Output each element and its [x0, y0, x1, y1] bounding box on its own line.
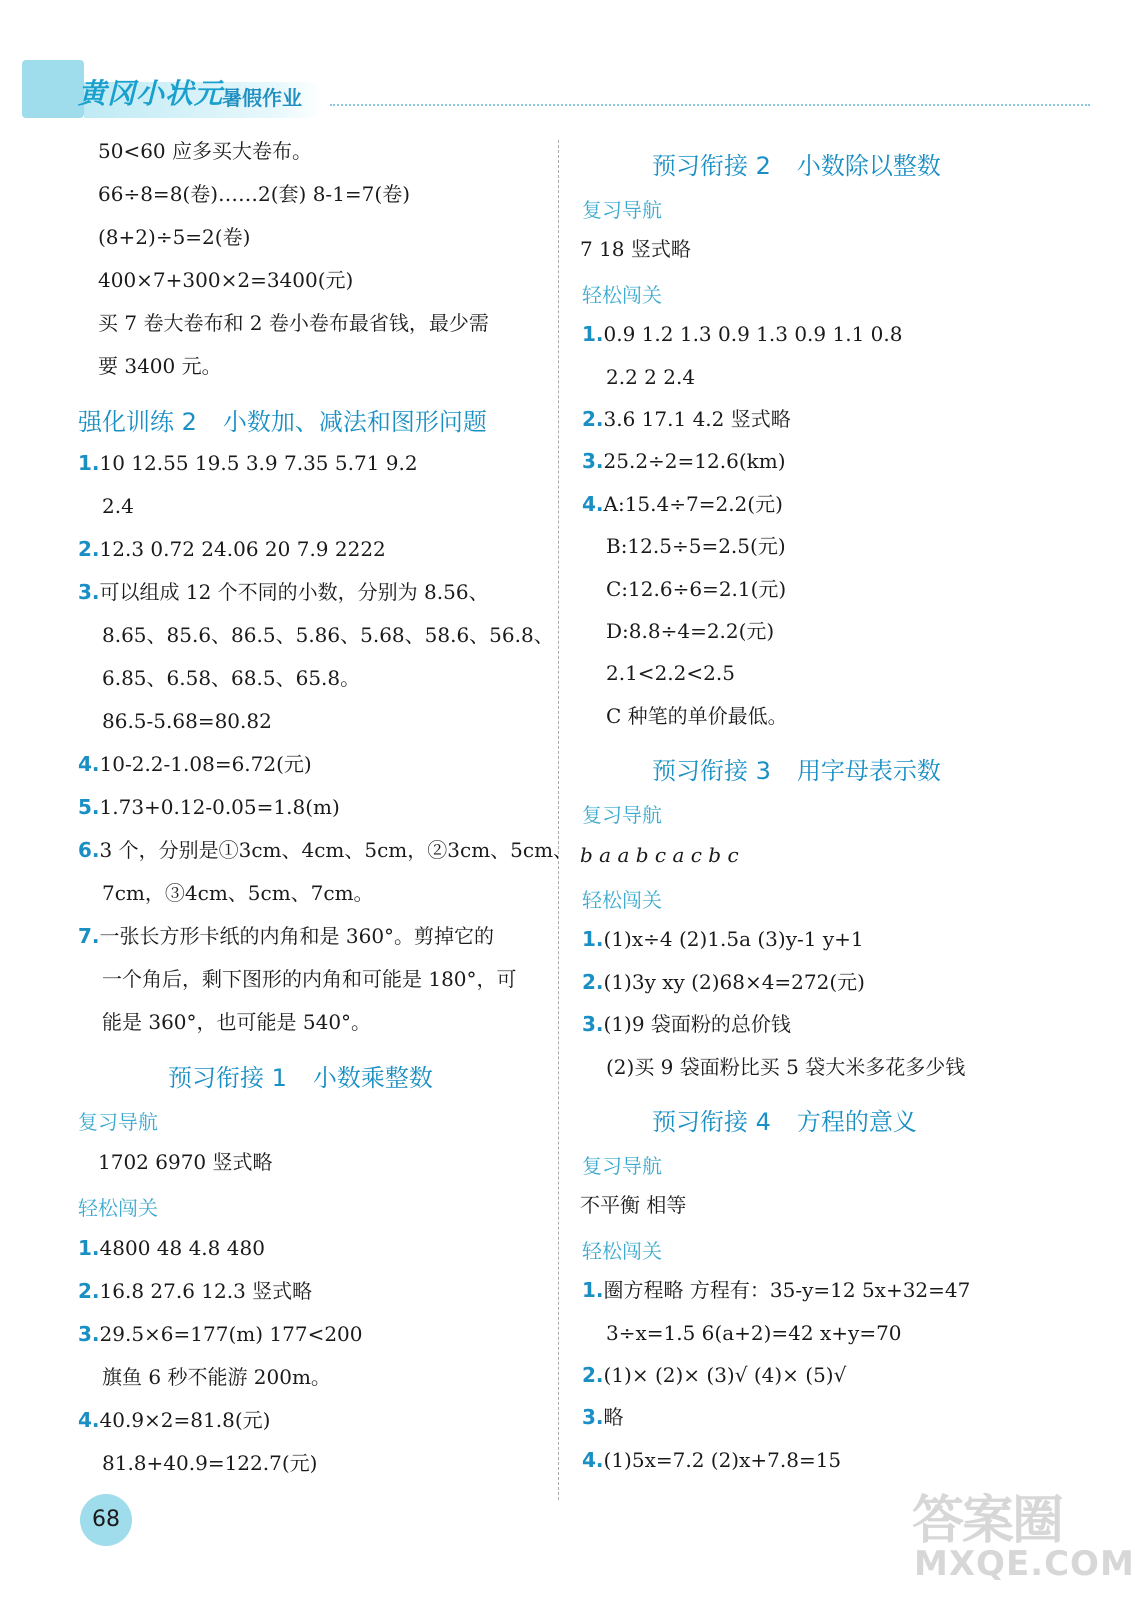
section-heading [168, 1058, 433, 1093]
answer-line [582, 618, 774, 644]
section-name: 强化训练 2 [78, 408, 197, 436]
answer-item [582, 1404, 624, 1430]
answer-text: 一张长方形卡纸的内角和是 360°。剪掉它的 [99, 924, 495, 948]
section-name: 预习衔接 1 [168, 1064, 287, 1092]
item-number: 3. [582, 449, 604, 474]
subsection-label: 轻松闯关 [582, 282, 662, 307]
answer-text: 2.1<2.2<2.5 [606, 661, 735, 686]
answer-item [582, 969, 865, 995]
answer-item [582, 1011, 791, 1037]
brand-logo: 黄冈小状元 [78, 77, 224, 110]
answer-text: 7 18 竖式略 [580, 237, 691, 262]
subsection-label: 轻松闯关 [582, 1238, 662, 1263]
item-number: 2. [582, 407, 604, 431]
subsection-label: 复习导航 [582, 803, 662, 828]
item-number: 2. [582, 1363, 604, 1387]
answer-text: (1)× (2)× (3)√ (4)× (5)√ [603, 1363, 847, 1387]
item-number: 5. [78, 795, 100, 819]
section-name: 预习衔接 3 [652, 757, 771, 786]
answer-line [98, 310, 489, 336]
answer-line [78, 622, 554, 648]
answer-line [580, 1192, 686, 1218]
answer-text: 一个角后，剩下图形的内角和可能是 180°，可 [102, 967, 517, 991]
section-heading [78, 402, 487, 437]
item-number: 6. [78, 838, 100, 862]
answer-line [78, 966, 517, 992]
page-header [0, 0, 1112, 130]
answer-item [78, 1407, 270, 1433]
answer-line [78, 1009, 371, 1035]
answer-line [78, 708, 272, 734]
answer-item [78, 837, 573, 863]
answer-text: 10 12.55 19.5 3.9 7.35 5.71 9.2 [99, 451, 418, 475]
column-divider [558, 140, 559, 1500]
item-number: 4. [582, 491, 604, 516]
answer-text: 3.6 17.1 4.2 竖式略 [603, 407, 791, 431]
answer-item [78, 1235, 265, 1261]
answer-line [98, 181, 410, 207]
answer-item [582, 491, 783, 517]
answer-item [582, 1277, 970, 1303]
section-name: 预习衔接 2 [652, 152, 771, 180]
answer-text: 要 3400 元。 [98, 354, 222, 378]
answer-text: C 种笔的单价最低。 [606, 703, 788, 728]
item-number: 3. [78, 1322, 100, 1346]
answer-text: 略 [603, 1405, 624, 1430]
item-number: 3. [582, 1405, 604, 1430]
item-number: 2. [78, 537, 100, 561]
answer-item [582, 926, 864, 952]
answer-item [78, 1321, 363, 1347]
answer-text: 4800 48 4.8 480 [99, 1236, 265, 1260]
item-number: 4. [582, 1447, 604, 1472]
answer-line [582, 660, 735, 686]
answer-text: (8+2)÷5=2(卷) [98, 225, 251, 249]
answer-text: (1)5x=7.2 (2)x+7.8=15 [603, 1447, 842, 1472]
item-number: 1. [78, 451, 100, 475]
answer-text: (1)3y xy (2)68×4=272(元) [603, 969, 865, 994]
section-heading [652, 751, 941, 786]
answer-line [98, 224, 250, 250]
answer-text: (1)x÷4 (2)1.5a (3)y-1 y+1 [603, 927, 864, 952]
answer-text: 1.73+0.12-0.05=1.8(m) [99, 795, 340, 819]
item-number: 1. [582, 322, 604, 347]
answer-line [98, 138, 312, 164]
answer-line [582, 1054, 965, 1080]
header-dotted-rule [330, 104, 1090, 106]
answer-text: 66÷8=8(卷)……2(套) 8-1=7(卷) [98, 182, 411, 206]
subsection-label: 轻松闯关 [78, 1196, 158, 1220]
answer-line [582, 1320, 902, 1346]
answer-line [582, 533, 786, 559]
answer-item [582, 321, 902, 347]
answer-text: 81.8+40.9=122.7(元) [102, 1451, 318, 1475]
answer-text: 40.9×2=81.8(元) [99, 1408, 271, 1432]
answer-item [78, 794, 340, 820]
answer-item [78, 751, 312, 777]
answer-line [78, 1364, 331, 1390]
section-title: 小数乘整数 [312, 1064, 433, 1092]
section-title: 小数加、减法和图形问题 [222, 408, 487, 436]
answer-line [78, 1450, 317, 1476]
answer-text: 86.5-5.68=80.82 [102, 709, 272, 733]
answer-text: 25.2÷2=12.6(km) [603, 449, 786, 474]
item-number: 1. [78, 1236, 100, 1260]
answer-item [78, 1278, 312, 1304]
answer-line [580, 842, 739, 868]
page-number: 68 [80, 1494, 132, 1546]
answer-line [98, 267, 353, 293]
answer-item [78, 450, 418, 476]
answer-text: b a a b c a c b c [580, 842, 739, 867]
answer-text: 50<60 应多买大卷布。 [98, 139, 313, 163]
answer-item [78, 579, 489, 605]
answer-text: 6.85、6.58、68.5、65.8。 [102, 666, 361, 690]
section-heading [652, 1102, 917, 1137]
subsection-label: 轻松闯关 [582, 888, 662, 912]
header-subtitle: 暑假作业 [222, 86, 302, 110]
answer-line [78, 493, 134, 519]
answer-text: 29.5×6=177(m) 177<200 [99, 1322, 363, 1346]
answer-text: C:12.6÷6=2.1(元) [606, 576, 787, 601]
answer-text: 12.3 0.72 24.06 20 7.9 2222 [99, 537, 386, 561]
answer-line [78, 880, 374, 906]
section-title: 小数除以整数 [796, 152, 941, 180]
answer-text: 1702 6970 竖式略 [98, 1150, 273, 1174]
item-number: 2. [78, 1279, 100, 1303]
answer-text: 400×7+300×2=3400(元) [98, 268, 354, 292]
answer-text: 不平衡 相等 [580, 1193, 687, 1218]
logo-block [22, 60, 84, 118]
subsection-label: 复习导航 [582, 198, 662, 222]
answer-line [98, 353, 222, 379]
answer-item [582, 1447, 841, 1473]
answer-text: 10-2.2-1.08=6.72(元) [99, 752, 312, 776]
item-number: 3. [78, 580, 100, 604]
answer-item [582, 448, 786, 474]
item-number: 4. [78, 1408, 100, 1432]
answer-text: 7cm，③4cm、5cm、7cm。 [102, 881, 374, 905]
subsection-label: 复习导航 [582, 1154, 662, 1178]
answer-line [582, 364, 695, 390]
answer-text: A:15.4÷7=2.2(元) [603, 491, 783, 516]
item-number: 4. [78, 752, 100, 776]
answer-item [582, 406, 791, 432]
section-heading [652, 146, 941, 181]
answer-line [580, 236, 691, 262]
answer-text: 8.65、85.6、86.5、5.86、5.68、58.6、56.8、 [102, 623, 554, 647]
answer-text: B:12.5÷5=2.5(元) [606, 534, 786, 559]
watermark [912, 1474, 1135, 1594]
item-number: 3. [582, 1012, 604, 1037]
answer-item [78, 536, 386, 562]
answer-line [78, 665, 360, 691]
item-number: 2. [582, 969, 604, 994]
answer-text: 2.4 [102, 494, 134, 518]
subsection-label: 复习导航 [78, 1110, 158, 1134]
answer-text: 圈方程略 方程有：35-y=12 5x+32=47 [603, 1278, 971, 1303]
answer-text: 0.9 1.2 1.3 0.9 1.3 0.9 1.1 0.8 [603, 322, 903, 347]
answer-text: 能是 360°，也可能是 540°。 [102, 1010, 372, 1034]
answer-item [78, 923, 494, 949]
answer-text: 可以组成 12 个不同的小数，分别为 8.56、 [99, 580, 489, 604]
answer-text: 16.8 27.6 12.3 竖式略 [99, 1279, 313, 1303]
answer-line [582, 576, 786, 602]
watermark-logo-text: 答案圈 [912, 1491, 1063, 1551]
item-number: 7. [78, 924, 100, 948]
answer-text: (1)9 袋面粉的总价钱 [603, 1012, 791, 1037]
answer-line [582, 703, 788, 729]
section-title: 用字母表示数 [796, 757, 941, 786]
answer-line [98, 1149, 273, 1175]
answer-text: 买 7 卷大卷布和 2 卷小卷布最省钱，最少需 [98, 311, 489, 335]
answer-item [582, 1362, 846, 1388]
watermark-url: MXQE.COM [914, 1544, 1135, 1584]
section-name: 预习衔接 4 [652, 1108, 771, 1136]
answer-text: 3 个，分别是①3cm、4cm、5cm，②3cm、5cm、 [99, 838, 574, 862]
item-number: 1. [582, 927, 604, 952]
answer-text: (2)买 9 袋面粉比买 5 袋大米多花多少钱 [606, 1054, 966, 1079]
section-title: 方程的意义 [796, 1108, 917, 1136]
answer-text: 旗鱼 6 秒不能游 200m。 [102, 1365, 331, 1389]
answer-text: 3÷x=1.5 6(a+2)=42 x+y=70 [606, 1320, 902, 1345]
answer-text: 2.2 2 2.4 [606, 364, 696, 389]
answer-text: D:8.8÷4=2.2(元) [606, 619, 775, 643]
item-number: 1. [582, 1278, 604, 1303]
